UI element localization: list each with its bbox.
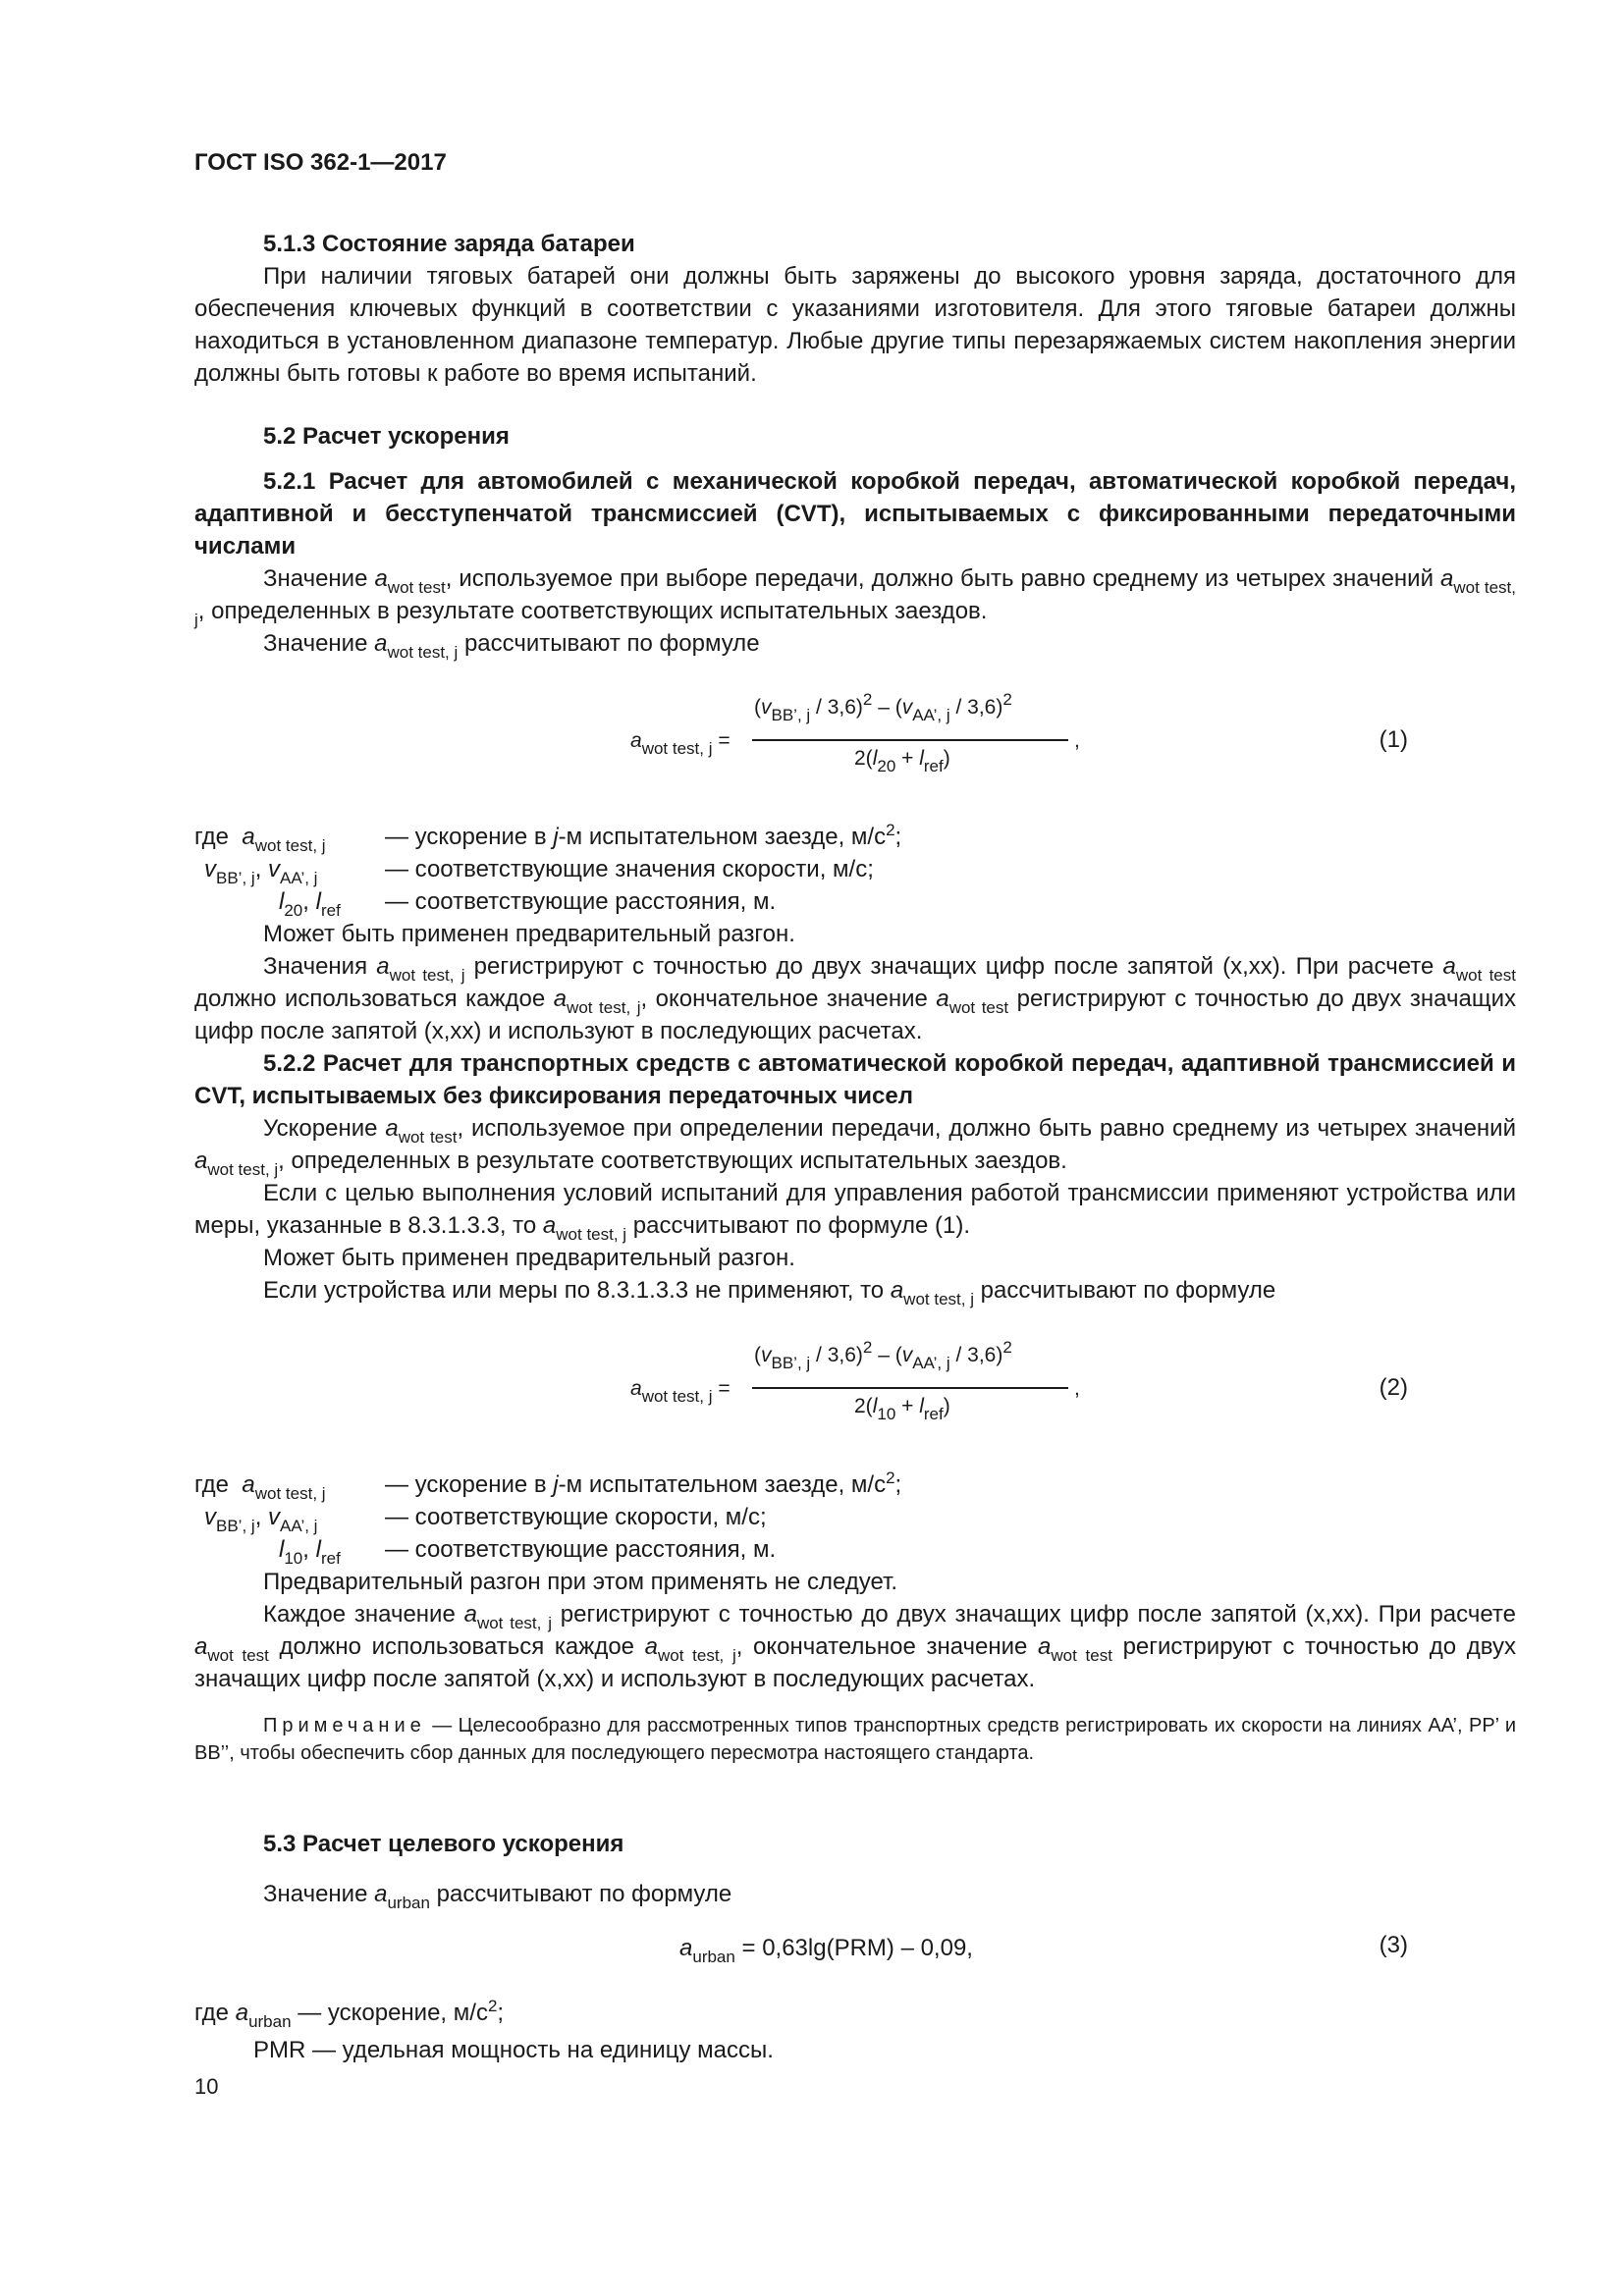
section-5-1-3 <box>194 228 1516 390</box>
paragraph: Значение $a_{urban}$ рассчитывают по формуле <box>263 1881 732 1912</box>
section-5-2-2-cont <box>194 1566 1516 1695</box>
definition-text: — ускорение в j-м испытательном заезде, $м/с^2$; <box>385 821 902 850</box>
paragraph: Может быть применен предварительный разгон. <box>263 1245 795 1271</box>
paragraph: Если устройства или меры по 8.3.1.3.3 не применяют, то $a_{wot test, j}$ рассчитывают по формуле <box>263 1277 1276 1308</box>
page-number: 10 <box>194 2074 219 2099</box>
formula-1 <box>630 692 1278 786</box>
definition-symbol: $v_{BB’, j}$, $v_{AA’, j}$ <box>204 1504 318 1535</box>
definition-row: где $a_{wot test, j}$ <box>194 1471 326 1503</box>
note <box>194 1712 1516 1767</box>
paragraph: Если с целью выполнения условий испытаний для управления работой трансмиссии применяют устройства или меры, указанные в 8.3.1.3.3, то $a_{wot test, j}$ рассчитывают по формуле (1). <box>194 1180 1516 1244</box>
definition-row: PMR — удельная мощность на единицу массы. <box>253 2037 774 2063</box>
paragraph: Предварительный разгон при этом применять не следует. <box>263 1569 898 1595</box>
formula-lhs: $a_{wot test, j}$ = <box>630 729 731 758</box>
definition-text: — соответствующие расстояния, м. <box>385 1536 777 1563</box>
paragraph: При наличии тяговых батарей они должны быть заряжены до высокого уровня заряда, достаточного для обеспечения ключевых функций в соответствии с указаниями изготовителя. Для этого тяговые батареи должны находиться в установленном диапазоне температур. Любые другие типы перезаряжаемых систем накопления энергии должны быть готовы к работе во время испытаний. <box>194 263 1516 387</box>
section-title: 5.2.2 Расчет для транспортных средств с автоматической коробкой передач, адаптивной трансмиссией и CVT, испытываемых без фиксирования передаточных чисел <box>194 1050 1516 1109</box>
section-5-2 <box>194 420 1516 453</box>
section-5-3-body <box>194 1878 1516 1910</box>
paragraph: Значение $a_{wot test}$, используемое при выборе передачи, должно быть равно среднему из четырех значений $a_{wot test, j}$, определенных в результате соответствующих испытательных заездов. <box>194 565 1516 629</box>
formula-denominator: $2(l_{20} + l_{ref})$ <box>854 747 950 775</box>
definition-symbol: $l_{10}$, $l_{ref}$ <box>279 1536 341 1568</box>
formula-denominator: $2(l_{10} + l_{ref})$ <box>854 1395 950 1423</box>
definition-text: — соответствующие скорости, м/с; <box>385 1504 767 1530</box>
formula-number: (1) <box>1379 726 1408 753</box>
paragraph: Каждое значение $a_{wot test, j}$ регистрируют с точностью до двух значащих цифр после запятой (x,xx). При расчете $a_{wot test}$ должно использоваться каждое $a_{wot test, j}$, окончательное значение $a_{wot test}$ регистрируют с точностью до двух значащих цифр после запятой (x,xx) и используют в последующих расчетах. <box>194 1601 1516 1692</box>
formula-2 <box>630 1340 1278 1434</box>
document-page <box>194 0 1516 2296</box>
section-title: 5.2 Расчет ускорения <box>263 423 510 450</box>
section-5-2-2 <box>194 1047 1516 1307</box>
formula-numerator: $(v_{BB’, j} / 3,6)^2 - (v_{AA’, j} / 3,6)^2$ <box>754 690 1012 724</box>
definition-row: где $a_{wot test, j}$ <box>194 824 326 855</box>
paragraph: Значения $a_{wot test, j}$ регистрируют с точностью до двух значащих цифр после запятой (x,xx). При расчете $a_{wot test}$ должно использоваться каждое $a_{wot test, j}$, окончательное значение $a_{wot test}$ регистрируют с точностью до двух значащих цифр после запятой (x,xx) и используют в последующих расчетах. <box>194 953 1516 1044</box>
formula-comma: , <box>1074 729 1080 752</box>
document-header: ГОСТ ISO 362-1—2017 <box>194 149 447 176</box>
section-5-2-1-cont <box>194 918 1516 1047</box>
paragraph: Значение $a_{wot test, j}$ рассчитывают по формуле <box>263 630 760 662</box>
definition-text: — соответствующие расстояния, м. <box>385 888 777 915</box>
note-text: Примечание — Целесообразно для рассмотренных типов транспортных средств регистрировать их скорости на линиях AA’, PP’ и BB’’, чтобы обеспечить сбор данных для последующего пересмотра настоящего стандарта. <box>194 1715 1516 1764</box>
formula-number: (2) <box>1379 1374 1408 1401</box>
formula-lhs: $a_{wot test, j}$ = <box>630 1377 731 1406</box>
formula-3: $a_{urban} = 0,63\lg(PRM) - 0,09$, <box>679 1935 973 1966</box>
fraction-bar <box>752 1387 1068 1389</box>
paragraph: Может быть применен предварительный разгон. <box>263 921 795 947</box>
definition-text: — соответствующие значения скорости, м/с; <box>385 856 874 882</box>
definition-row: где $a_{urban}$ — ускорение, $м/с^2$; <box>194 1997 505 2031</box>
definition-symbol: $v_{BB’, j}$, $v_{AA’, j}$ <box>204 856 318 887</box>
section-5-2-1 <box>194 465 1516 660</box>
section-title: 5.3 Расчет целевого ускорения <box>263 1831 624 1857</box>
formula-number: (3) <box>1379 1932 1408 1958</box>
formula-numerator: $(v_{BB’, j} / 3,6)^2 - (v_{AA’, j} / 3,6)^2$ <box>754 1338 1012 1372</box>
paragraph: Ускорение $a_{wot test}$, используемое при определении передачи, должно быть равно среднему из четырех значений $a_{wot test, j}$, определенных в результате соответствующих испытательных заездов. <box>194 1115 1516 1179</box>
formula-comma: , <box>1074 1377 1080 1400</box>
section-title: 5.1.3 Состояние заряда батареи <box>263 231 635 257</box>
section-title: 5.2.1 Расчет для автомобилей с механической коробкой передач, автоматической коробкой передач, адаптивной и бесступенчатой трансмиссией (CVT), испытываемых с фиксированными передаточными числами <box>194 468 1516 560</box>
fraction-bar <box>752 739 1068 741</box>
section-5-3 <box>194 1828 1516 1860</box>
definition-text: — ускорение в j-м испытательном заезде, $м/с^2$; <box>385 1468 902 1498</box>
definition-symbol: $l_{20}$, $l_{ref}$ <box>279 888 341 920</box>
